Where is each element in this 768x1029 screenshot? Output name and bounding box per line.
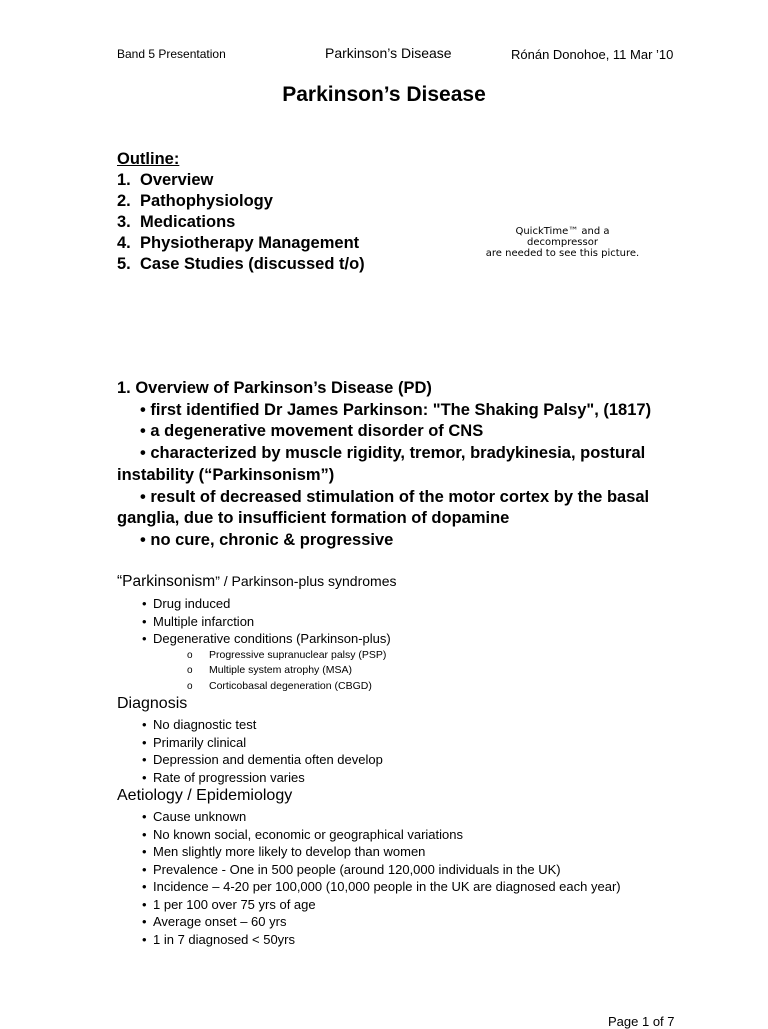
outline-item-number: 1. [117,171,131,189]
outline-item [117,233,365,254]
outline-item-label: Case Studies (discussed t/o) [140,255,365,273]
outline-item-label: Medications [140,213,236,231]
outline-item-label: Pathophysiology [140,192,273,210]
overview-points [117,400,677,552]
outline-item-number: 4. [117,234,131,252]
overview-point: • characterized by muscle rigidity, tremor, bradykinesia, postural [140,444,646,463]
list-item: • No known social, economic or geographical variations [117,826,621,844]
diagnosis-list-block [117,716,383,786]
sub-list-item: o Progressive supranuclear palsy (PSP) [117,648,391,664]
parkinsonism-list [117,595,391,648]
overview-point: • first identified Dr James Parkinson: "The Shaking Palsy", (1817) [140,400,652,419]
placeholder-line: decompressor [527,237,598,248]
placeholder-line: QuickTime™ and a [515,226,610,237]
list-item: • Prevalence - One in 500 people (around 120,000 individuals in the UK) [117,861,621,879]
overview-point-continuation: ganglia, due to insufficient formation of dopamine [117,509,510,528]
overview-point: • result of decreased stimulation of the motor cortex by the basal [140,487,650,506]
overview-point: • no cure, chronic & progressive [140,530,394,549]
overview-point-continuation: instability (“Parkinsonism”) [117,465,335,484]
parkinsonism-list-block [117,595,391,695]
document-title: Parkinson’s Disease [282,83,486,106]
parkinsonism-heading [117,573,397,591]
outline-item [117,170,365,191]
overview-point: • a degenerative movement disorder of CNS [140,422,484,441]
list-item: • Cause unknown [117,808,621,826]
outline-item [117,254,365,275]
diagnosis-list [117,716,383,786]
header-center: Parkinson’s Disease [325,45,452,61]
page-number: Page 1 of 7 [608,1014,675,1029]
overview-heading: 1. Overview of Parkinson’s Disease (PD) [117,379,432,397]
list-item: • Incidence – 4-20 per 100,000 (10,000 people in the UK are diagnosed each year) [117,878,621,896]
outline-item [117,191,365,212]
list-item: • Multiple infarction [117,613,391,631]
missing-image-placeholder [470,226,655,259]
list-item: • 1 per 100 over 75 yrs of age [117,896,621,914]
outline-item-number: 3. [117,213,131,231]
outline-item-label: Physiotherapy Management [140,234,360,252]
placeholder-line: are needed to see this picture. [485,248,640,259]
parkinsonism-heading-main: “Parkinsonism [117,573,216,590]
list-item: • Rate of progression varies [117,769,383,787]
list-item: • Men slightly more likely to develop than women [117,843,621,861]
outline-item-number: 2. [117,192,131,210]
header-left: Band 5 Presentation [117,47,226,61]
aetiology-list [117,808,621,948]
outline-item [117,212,365,233]
outline-item-number: 5. [117,255,131,273]
aetiology-heading: Aetiology / Epidemiology [117,787,293,804]
parkinsonism-heading-suffix: ” / Parkinson-plus syndromes [215,573,397,589]
list-item: • Primarily clinical [117,734,383,752]
list-item: • No diagnostic test [117,716,383,734]
list-item: • Drug induced [117,595,391,613]
sub-list-item: o Corticobasal degeneration (CBGD) [117,679,391,695]
outline-item-label: Overview [140,171,214,189]
outline-section [117,149,365,275]
overview-section [117,378,677,552]
sub-list-item: o Multiple system atrophy (MSA) [117,663,391,679]
list-item: • 1 in 7 diagnosed < 50yrs [117,931,621,949]
list-item: • Average onset – 60 yrs [117,913,621,931]
outline-heading: Outline: [117,150,180,168]
diagnosis-heading: Diagnosis [117,695,188,712]
header-right: Rónán Donohoe, 11 Mar ’10 [511,47,674,62]
parkinson-plus-sublist [117,648,391,695]
list-item: • Depression and dementia often develop [117,751,383,769]
aetiology-list-block [117,808,621,948]
outline-list [117,170,365,275]
list-item: • Degenerative conditions (Parkinson-plus) [117,630,391,648]
